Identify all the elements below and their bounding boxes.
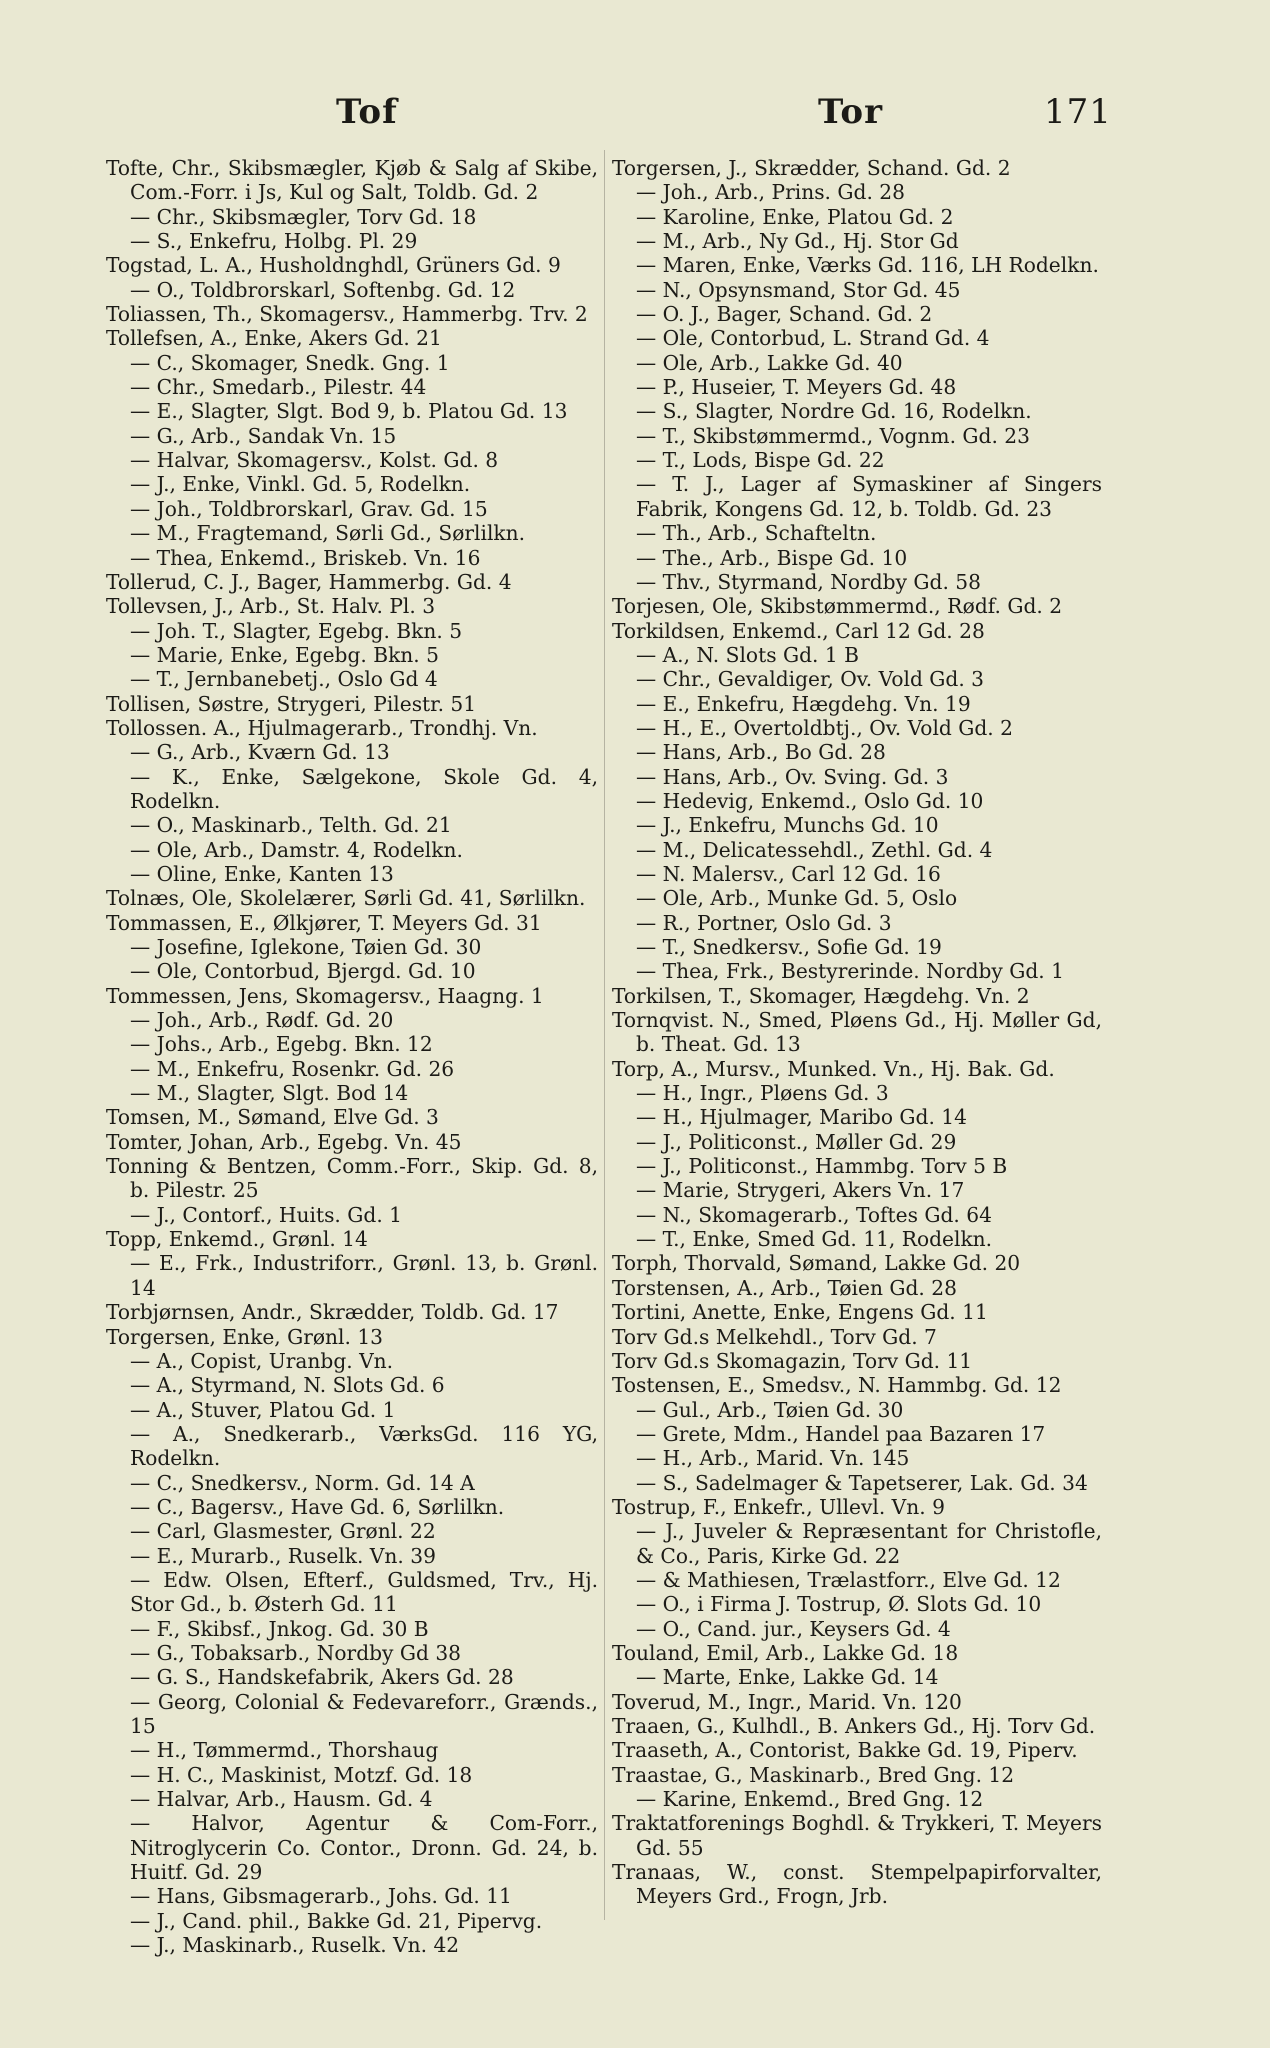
left-running-head: Tof [336, 92, 398, 132]
directory-entry: Tollossen. A., Hjulmagerarb., Trondhj. Vn. [106, 715, 538, 740]
directory-entry: — M., Enkefru, Rosenkr. Gd. 26 [130, 1056, 455, 1081]
directory-entry: — N., Skomagerarb., Toftes Gd. 64 [636, 1202, 992, 1227]
directory-entry: — J., Enke, Vinkl. Gd. 5, Rodelkn. [130, 472, 471, 497]
directory-entry: — G., Arb., Kværn Gd. 13 [130, 740, 390, 765]
directory-entry: — Ole, Arb., Munke Gd. 5, Oslo [636, 886, 958, 911]
directory-entry: Tostrup, F., Enkefr., Ullevl. Vn. 9 [612, 1494, 945, 1519]
directory-entry: — Karoline, Enke, Platou Gd. 2 [636, 204, 954, 229]
directory-entry: — A., Copist, Uranbg. Vn. [130, 1348, 394, 1373]
directory-entry: — H. C., Maskinist, Motzf. Gd. 18 [130, 1762, 473, 1787]
directory-entry: Torv Gd.s Melkehdl., Torv Gd. 7 [612, 1324, 937, 1349]
directory-entry: — Thea, Frk., Bestyrerinde. Nordby Gd. 1 [636, 959, 1064, 984]
directory-entry: — Halvar, Arb., Hausm. Gd. 4 [130, 1787, 433, 1812]
directory-entry: Torstensen, A., Arb., Tøien Gd. 28 [612, 1275, 957, 1300]
directory-entry: — E., Slagter, Slgt. Bod 9, b. Platou Gd. 13 [130, 399, 568, 424]
directory-entry: — Hans, Arb., Ov. Sving. Gd. 3 [636, 764, 949, 789]
directory-entry: Torv Gd.s Skomagazin, Torv Gd. 11 [612, 1348, 973, 1373]
directory-entry: — J., Contorf., Huits. Gd. 1 [130, 1202, 402, 1227]
directory-entry: — T., Enke, Smed Gd. 11, Rodelkn. [636, 1227, 993, 1252]
directory-entry: Traktatforenings Boghdl. & Trykkeri, T. Meyers Gd. 55 [612, 1811, 1102, 1860]
directory-entry: — Ole, Arb., Lakke Gd. 40 [636, 350, 903, 375]
directory-entry: — J., Maskinarb., Ruselk. Vn. 42 [130, 1933, 460, 1958]
directory-entry: — Ole, Contorbud, L. Strand Gd. 4 [636, 326, 990, 351]
directory-entry: — S., Slagter, Nordre Gd. 16, Rodelkn. [636, 399, 1032, 424]
directory-entry: — C., Bagersv., Have Gd. 6, Sørlilkn. [130, 1494, 505, 1519]
directory-entry: — T. J., Lager af Symaskiner af Singers Fabrik, Kongens Gd. 12, b. Toldb. Gd. 23 [636, 472, 1102, 521]
directory-entry: Torjesen, Ole, Skibstømmermd., Rødf. Gd. 2 [612, 594, 1063, 619]
directory-entry: — Halvor, Agentur & Com-Forr., Nitroglycerin Co. Contor., Dronn. Gd. 24, b. Huitf. Gd. 29 [130, 1811, 598, 1885]
directory-entry: Torkildsen, Enkemd., Carl 12 Gd. 28 [612, 618, 985, 643]
directory-entry: Touland, Emil, Arb., Lakke Gd. 18 [612, 1640, 959, 1665]
directory-entry: Torp, A., Mursv., Munked. Vn., Hj. Bak. Gd. [612, 1056, 1055, 1081]
directory-entry: — Grete, Mdm., Handel paa Bazaren 17 [636, 1421, 1046, 1446]
directory-entry: Torbjørnsen, Andr., Skrædder, Toldb. Gd. 17 [106, 1300, 559, 1325]
directory-entry: Traaseth, A., Contorist, Bakke Gd. 19, Piperv. [612, 1738, 1078, 1763]
directory-entry: — C., Snedkersv., Norm. Gd. 14 A [130, 1470, 475, 1495]
directory-entry: — E., Murarb., Ruselk. Vn. 39 [130, 1543, 436, 1568]
directory-entry: — A., Stuver, Platou Gd. 1 [130, 1397, 396, 1422]
directory-entry: Tornqvist. N., Smed, Pløens Gd., Hj. Møller Gd, b. Theat. Gd. 13 [612, 1008, 1102, 1057]
directory-entry: — Marie, Enke, Egebg. Bkn. 5 [130, 642, 439, 667]
directory-entry: — Karine, Enkemd., Bred Gng. 12 [636, 1787, 984, 1812]
directory-entry: — Hans, Arb., Bo Gd. 28 [636, 740, 886, 765]
directory-entry: — Georg, Colonial & Fedevareforr., Grænds., 15 [130, 1689, 598, 1738]
directory-entry: — F., Skibsf., Jnkog. Gd. 30 B [130, 1616, 429, 1641]
directory-entry: — Edw. Olsen, Efterf., Guldsmed, Trv., Hj. Stor Gd., b. Østerh Gd. 11 [130, 1567, 598, 1617]
directory-entry: — T., Snedkersv., Sofie Gd. 19 [636, 935, 942, 959]
directory-entry: — Josefine, Iglekone, Tøien Gd. 30 [130, 935, 482, 959]
directory-entry: Tomter, Johan, Arb., Egebg. Vn. 45 [106, 1129, 462, 1154]
directory-entry: — H., Ingr., Pløens Gd. 3 [636, 1081, 889, 1106]
directory-entry: — Johs., Arb., Egebg. Bkn. 12 [130, 1032, 433, 1057]
directory-entry: — Hans, Gibsmagerarb., Johs. Gd. 11 [130, 1884, 512, 1909]
directory-entry: Traaen, G., Kulhdl., B. Ankers Gd., Hj. Torv Gd. [612, 1714, 1096, 1738]
directory-entry: Tollerud, C. J., Bager, Hammerbg. Gd. 4 [106, 569, 512, 594]
directory-entry: Tollefsen, A., Enke, Akers Gd. 21 [106, 326, 442, 351]
directory-entry: — H., Tømmermd., Thorshaug [130, 1738, 439, 1763]
directory-entry: — O., Cand. jur., Keysers Gd. 4 [636, 1616, 951, 1641]
directory-entry: — A., Styrmand, N. Slots Gd. 6 [130, 1373, 445, 1398]
directory-entry: — Maren, Enke, Værks Gd. 116, LH Rodelkn. [636, 253, 1099, 278]
directory-entry: — & Mathiesen, Trælastforr., Elve Gd. 12 [636, 1567, 1061, 1592]
column-divider [604, 150, 605, 1920]
directory-entry: — N. Malersv., Carl 12 Gd. 16 [636, 861, 941, 886]
directory-entry: — Thea, Enkemd., Briskeb. Vn. 16 [130, 545, 481, 570]
directory-entry: — Oline, Enke, Kanten 13 [130, 861, 394, 886]
directory-entry: — G., Arb., Sandak Vn. 15 [130, 423, 397, 448]
directory-entry: — Joh., Arb., Rødf. Gd. 20 [130, 1008, 394, 1033]
directory-entry: — Joh., Toldbrorskarl, Grav. Gd. 15 [130, 496, 488, 521]
directory-entry: — N., Opsynsmand, Stor Gd. 45 [636, 277, 961, 302]
directory-entry: Tonning & Bentzen, Comm.-Forr., Skip. Gd. 8, b. Pilestr. 25 [106, 1154, 598, 1203]
directory-entry: Tofte, Chr., Skibsmægler, Kjøb & Salg af Skibe, Com.-Forr. i Js, Kul og Salt, Toldb. Gd. 2 [106, 156, 598, 205]
directory-entry: — Joh. T., Slagter, Egebg. Bkn. 5 [130, 618, 463, 643]
directory-entry: Traastae, G., Maskinarb., Bred Gng. 12 [612, 1762, 1015, 1787]
directory-entry: — H., Hjulmager, Maribo Gd. 14 [636, 1105, 967, 1130]
directory-entry: Tranaas, W., const. Stempelpapirforvalter, Meyers Grd., Frogn, Jrb. [612, 1860, 1102, 1909]
directory-entry: — O. J., Bager, Schand. Gd. 2 [636, 302, 933, 327]
directory-entry: — J., Juveler & Repræsentant for Christofle, & Co., Paris, Kirke Gd. 22 [636, 1519, 1102, 1568]
directory-entry: — O., Toldbrorskarl, Softenbg. Gd. 12 [130, 277, 516, 302]
directory-entry: — A., N. Slots Gd. 1 B [636, 642, 859, 667]
directory-entry: Torgersen, J., Skrædder, Schand. Gd. 2 [612, 156, 1011, 180]
directory-entry: — K., Enke, Sælgekone, Skole Gd. 4, Rodelkn. [130, 764, 598, 813]
directory-entry: — T., Jernbanebetj., Oslo Gd 4 [130, 667, 438, 692]
directory-entry: — E., Frk., Industriforr., Grønl. 13, b. Grønl. 14 [130, 1251, 598, 1300]
directory-entry: Tommassen, E., Ølkjører, T. Meyers Gd. 31 [106, 910, 542, 935]
directory-entry: — M., Delicatessehdl., Zethl. Gd. 4 [636, 837, 993, 862]
directory-entry: — Marte, Enke, Lakke Gd. 14 [636, 1665, 939, 1690]
directory-entry: — Chr., Gevaldiger, Ov. Vold Gd. 3 [636, 667, 985, 692]
directory-entry: — J., Politiconst., Hammbg. Torv 5 B [636, 1154, 1008, 1179]
directory-entry: — Ole, Arb., Damstr. 4, Rodelkn. [130, 837, 463, 862]
directory-entry: — G., Tobaksarb., Nordby Gd 38 [130, 1640, 462, 1665]
right-column [612, 156, 1102, 1909]
directory-entry: — Gul., Arb., Tøien Gd. 30 [636, 1397, 904, 1422]
directory-entry: Togstad, L. A., Husholdnghdl, Grüners Gd. 9 [106, 253, 561, 278]
directory-entry: Toverud, M., Ingr., Marid. Vn. 120 [612, 1689, 962, 1714]
directory-entry: — Chr., Skibsmægler, Torv Gd. 18 [130, 204, 477, 229]
directory-entry: Tollevsen, J., Arb., St. Halv. Pl. 3 [106, 594, 436, 619]
directory-entry: — M., Slagter, Slgt. Bod 14 [130, 1081, 409, 1106]
page-number: 171 [1044, 92, 1112, 132]
directory-entry: — Ole, Contorbud, Bjergd. Gd. 10 [130, 959, 476, 984]
directory-entry: Tolnæs, Ole, Skolelærer, Sørli Gd. 41, Sørlilkn. [106, 886, 586, 911]
left-column [106, 156, 598, 1957]
directory-entry: Tomsen, M., Sømand, Elve Gd. 3 [106, 1105, 439, 1130]
directory-entry: — Th., Arb., Schafteltn. [636, 521, 877, 546]
directory-entry: Toliassen, Th., Skomagersv., Hammerbg. Trv. 2 [106, 302, 588, 327]
directory-entry: — The., Arb., Bispe Gd. 10 [636, 545, 908, 570]
directory-entry: — Carl, Glasmester, Grønl. 22 [130, 1519, 436, 1544]
directory-entry: — J., Enkefru, Munchs Gd. 10 [636, 813, 939, 838]
directory-entry: — J., Cand. phil., Bakke Gd. 21, Pipervg. [130, 1908, 543, 1933]
directory-entry: Tortini, Anette, Enke, Engens Gd. 11 [612, 1300, 988, 1325]
right-running-head: Tor [818, 92, 883, 132]
directory-entry: — S., Enkefru, Holbg. Pl. 29 [130, 229, 418, 254]
directory-entry: — J., Politiconst., Møller Gd. 29 [636, 1129, 957, 1154]
directory-entry: Tostensen, E., Smedsv., N. Hammbg. Gd. 12 [612, 1373, 1062, 1398]
directory-entry: — P., Huseier, T. Meyers Gd. 48 [636, 375, 957, 400]
directory-entry: Torph, Thorvald, Sømand, Lakke Gd. 20 [612, 1251, 1021, 1276]
directory-entry: — Thv., Styrmand, Nordby Gd. 58 [636, 569, 981, 594]
directory-entry: — O., Maskinarb., Telth. Gd. 21 [130, 813, 452, 838]
directory-entry: — M., Arb., Ny Gd., Hj. Stor Gd [636, 229, 959, 254]
directory-entry: — S., Sadelmager & Tapetserer, Lak. Gd. 34 [636, 1470, 1088, 1495]
directory-entry: — Halvar, Skomagersv., Kolst. Gd. 8 [130, 448, 499, 473]
directory-entry: Tollisen, Søstre, Strygeri, Pilestr. 51 [106, 691, 477, 716]
directory-entry: — R., Portner, Oslo Gd. 3 [636, 910, 892, 935]
directory-entry: Tommessen, Jens, Skomagersv., Haagng. 1 [106, 983, 544, 1008]
directory-entry: Torgersen, Enke, Grønl. 13 [106, 1324, 384, 1349]
directory-entry: — T., Skibstømmermd., Vognm. Gd. 23 [636, 423, 1030, 448]
directory-entry: — T., Lods, Bispe Gd. 22 [636, 448, 885, 473]
directory-entry: — Joh., Arb., Prins. Gd. 28 [636, 180, 905, 205]
page-header [0, 92, 1270, 142]
directory-entry: Torkilsen, T., Skomager, Hægdehg. Vn. 2 [612, 983, 1030, 1008]
directory-entry: — Marie, Strygeri, Akers Vn. 17 [636, 1178, 965, 1203]
directory-entry: — G. S., Handskefabrik, Akers Gd. 28 [130, 1665, 514, 1690]
directory-entry: — C., Skomager, Snedk. Gng. 1 [130, 350, 450, 375]
directory-entry: — E., Enkefru, Hægdehg. Vn. 19 [636, 691, 971, 716]
directory-entry: Topp, Enkemd., Grønl. 14 [106, 1227, 368, 1252]
directory-entry: — A., Snedkerarb., VærksGd. 116 YG, Rodelkn. [130, 1421, 598, 1471]
directory-entry: — Hedevig, Enkemd., Oslo Gd. 10 [636, 788, 984, 813]
directory-entry: — H., E., Overtoldbtj., Ov. Vold Gd. 2 [636, 715, 1013, 740]
directory-entry: — O., i Firma J. Tostrup, Ø. Slots Gd. 10 [636, 1592, 1042, 1617]
directory-entry: — H., Arb., Marid. Vn. 145 [636, 1446, 910, 1471]
directory-entry: — Chr., Smedarb., Pilestr. 44 [130, 375, 427, 400]
directory-entry: — M., Fragtemand, Sørli Gd., Sørlilkn. [130, 521, 526, 546]
